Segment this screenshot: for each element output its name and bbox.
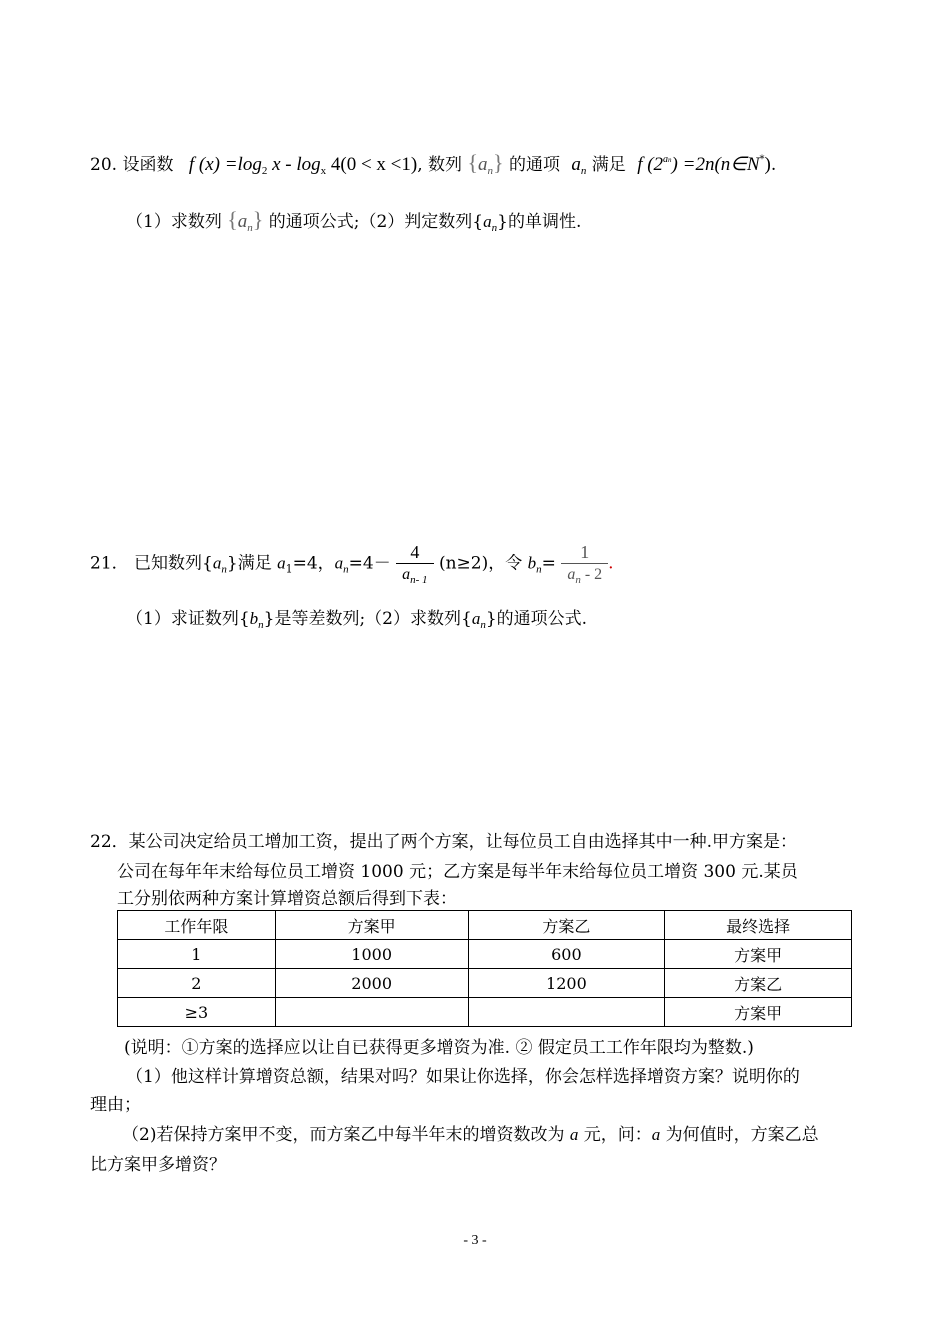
q22-subq1-line2: 理由； (90, 1095, 141, 1115)
table-cell: 1200 (468, 969, 665, 998)
q22-subq1-line1: （1）他这样计算增资总额，结果对吗？如果让你选择，你会怎样选择增资方案？说明你的 (126, 1067, 800, 1087)
table-cell: 1000 (275, 940, 468, 969)
table-header: 方案乙 (468, 911, 665, 940)
page-number: - 3 - (463, 1233, 487, 1248)
q20-line1: 20. 设函数 f $(x) =\log_2$ $x - \log_x 4(0 < x <1)$, 数列 $\{a_n\}$ 的通项 $a_n$ 满足 f $(2^{an})$ =2n(n∈N*). (90, 150, 777, 177)
table-cell: 方案甲 (665, 940, 852, 969)
table-cell: 600 (468, 940, 665, 969)
table-row (118, 969, 852, 998)
table-row (118, 940, 852, 969)
q21-line1: 21． 已知数列$\{a_n\}$满足 $a_1=4$，$a_n=4-$ $\frac{4}{a_{n- 1}}$ (n≥2)，令 $b_n=$ $\frac{1}{a_n - 2}$ . (90, 542, 614, 586)
q22-note: (说明：①方案的选择应以让自已获得更多增资为准. ② 假定员工工作年限均为整数.) (124, 1038, 754, 1058)
fraction-1-over-a-minus-2: $\frac{1}{a_n - 2}$ (561, 542, 608, 586)
table-cell: 2 (118, 969, 276, 998)
q21-part1: （1）求证数列$\{b_n\}$是等差数列;（2）求数列$\{a_n\}$的通项公式. (126, 609, 588, 631)
table-cell: ≥3 (118, 998, 276, 1027)
table-cell: 方案甲 (665, 998, 852, 1027)
table-cell (468, 998, 665, 1027)
fraction-4-over-a: $\frac{4}{a_{n- 1}}$ (396, 542, 433, 586)
table-cell (275, 998, 468, 1027)
table-header: 最终选择 (665, 911, 852, 940)
table-header: 方案甲 (275, 911, 468, 940)
table-cell: 方案乙 (665, 969, 852, 998)
q22-subq2-line2: 比方案甲多增资？ (90, 1155, 226, 1175)
table-cell: 2000 (275, 969, 468, 998)
table-header: 工作年限 (118, 911, 276, 940)
q22-line1: 22．某公司决定给员工增加工资，提出了两个方案，让每位员工自由选择其中一种.甲方案是： (90, 832, 798, 852)
q22-line2: 公司在每年年末给每位员工增资 1000 元；乙方案是每半年末给每位员工增资 300 元.某员 (117, 862, 798, 882)
q22-subq2-line1: （2)若保持方案甲不变，而方案乙中每半年末的增资数改为 a 元，问：a 为何值时，方案乙总 (122, 1125, 819, 1145)
salary-table (117, 910, 852, 1027)
q22-line3: 工分别依两种方案计算增资总额后得到下表： (117, 889, 457, 909)
table-row (118, 998, 852, 1027)
table-cell: 1 (118, 940, 276, 969)
q20-part1: （1）求数列 $\{a_n\}$ 的通项公式;（2）判定数列$\{a_n\}$的单调性. (126, 207, 582, 234)
table-header-row (118, 911, 852, 940)
